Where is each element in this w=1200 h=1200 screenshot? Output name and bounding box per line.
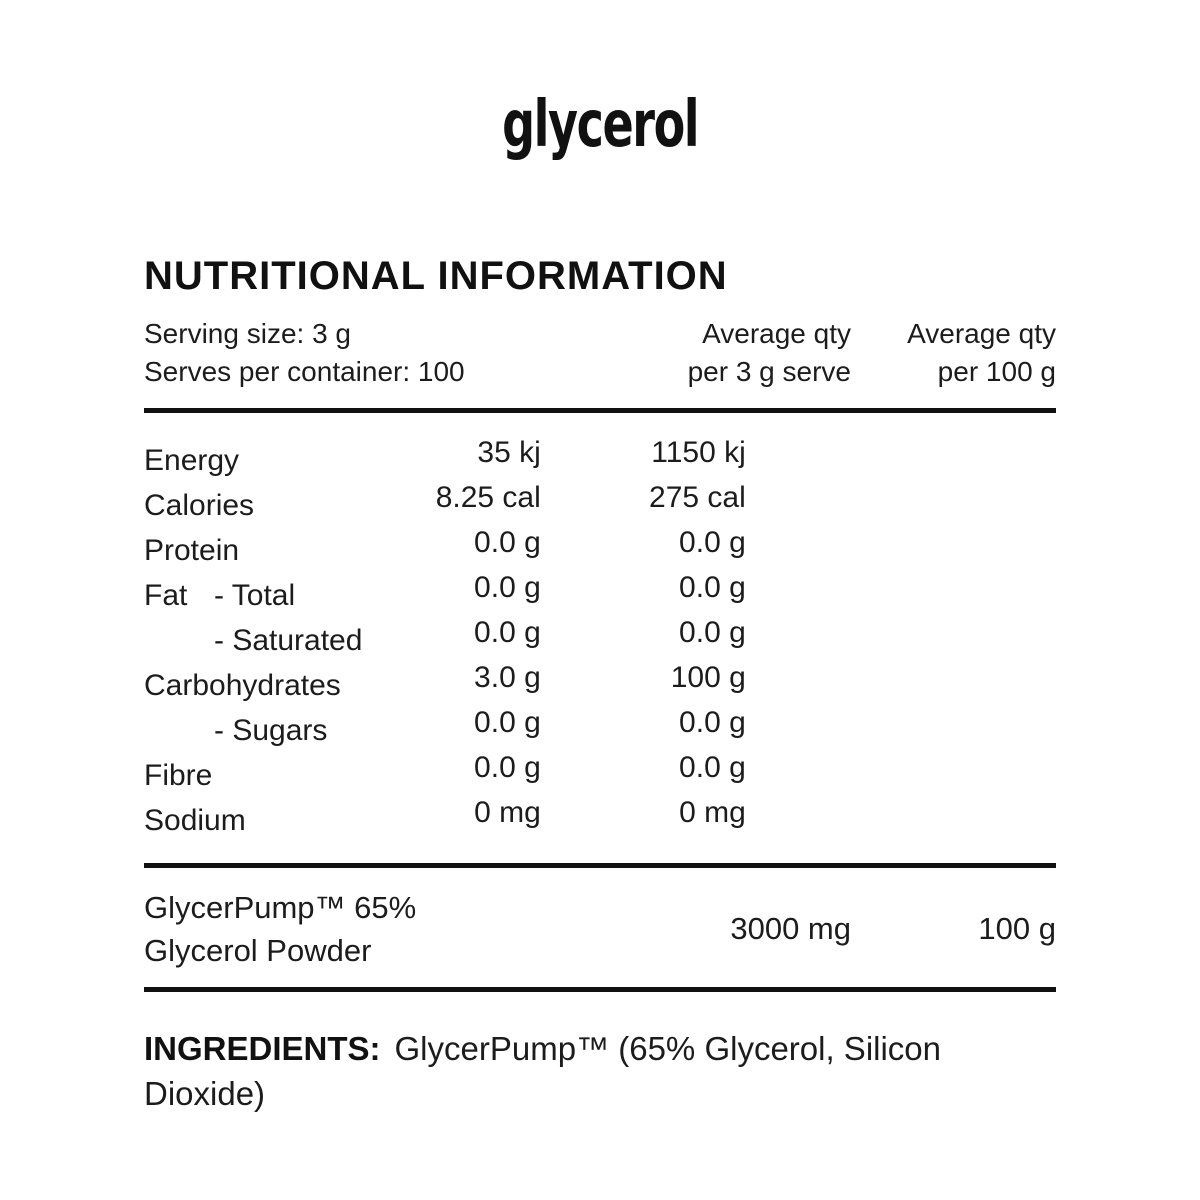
row-label: Sodium [144,804,246,837]
brand-logo-text: glycerol [501,88,699,162]
per-100g-value: 0 mg [679,796,746,829]
glycerpump-label-line: Glycerol Powder [144,933,372,968]
column-header-line: per 100 g [937,356,1056,387]
serves-per-container-text: Serves per container: 100 [144,356,465,387]
row-label: Fibre [144,759,213,792]
column-header-line: Average qty [907,318,1056,349]
table-row-glycerpump [144,886,1056,972]
nutrition-panel [144,0,1056,1200]
per-serve-value: 0.0 g [474,616,541,649]
divider-rule-middle [144,863,1056,868]
row-label: Carbohydrates [144,669,341,702]
ingredients-text: GlycerPump™ (65% Glycerol, Silicon Dioxide) [144,1030,942,1112]
ingredients-section [144,1026,968,1116]
column-header-per-100g [851,315,1056,391]
table-header-row [144,315,1056,391]
row-label: Protein [144,534,240,567]
per-serve-value: 35 kj [477,436,541,469]
per-100g-value: 275 cal [649,481,746,514]
row-label: Fat [144,579,188,612]
per-serve-value: 0.0 g [474,526,541,559]
per-100g-value: 100 g [670,661,746,694]
column-header-line: Average qty [702,318,851,349]
panel-title: NUTRITIONAL INFORMATION [144,254,728,298]
serving-info [144,315,651,391]
ingredients-label: INGREDIENTS: [144,1030,381,1067]
per-100g-value: 0.0 g [679,571,746,604]
table-row-sodium [144,798,746,843]
row-label: Energy [144,444,240,477]
row-label: Calories [144,489,255,522]
row-sublabel: - Sugars [214,714,328,747]
row-sublabel: - Saturated [214,624,363,657]
column-header-per-serve [651,315,851,391]
glycerpump-label-line: GlycerPump™ 65% [144,890,417,925]
glycerpump-label [144,886,651,972]
nutrient-table-body [144,438,746,843]
column-header-line: per 3 g serve [687,356,851,387]
per-100g-value: 0.0 g [679,526,746,559]
per-100g-value: 0.0 g [679,706,746,739]
per-serve-value: 0.0 g [474,706,541,739]
per-serve-value: 0 mg [474,796,541,829]
divider-rule-bottom [144,987,1056,992]
row-sublabel: - Total [214,579,296,612]
per-serve-value: 0.0 g [474,571,541,604]
per-serve-value: 3.0 g [474,661,541,694]
per-serve-value: 8.25 cal [435,481,541,514]
per-100g-value: 0.0 g [679,616,746,649]
serving-size-text: Serving size: 3 g [144,318,351,349]
per-100g-value: 1150 kj [651,436,746,469]
per-100g-value: 100 g [978,911,1056,946]
per-100g-value: 0.0 g [679,751,746,784]
divider-rule-top [144,408,1056,413]
per-serve-value: 3000 mg [730,911,851,946]
per-serve-value: 0.0 g [474,751,541,784]
